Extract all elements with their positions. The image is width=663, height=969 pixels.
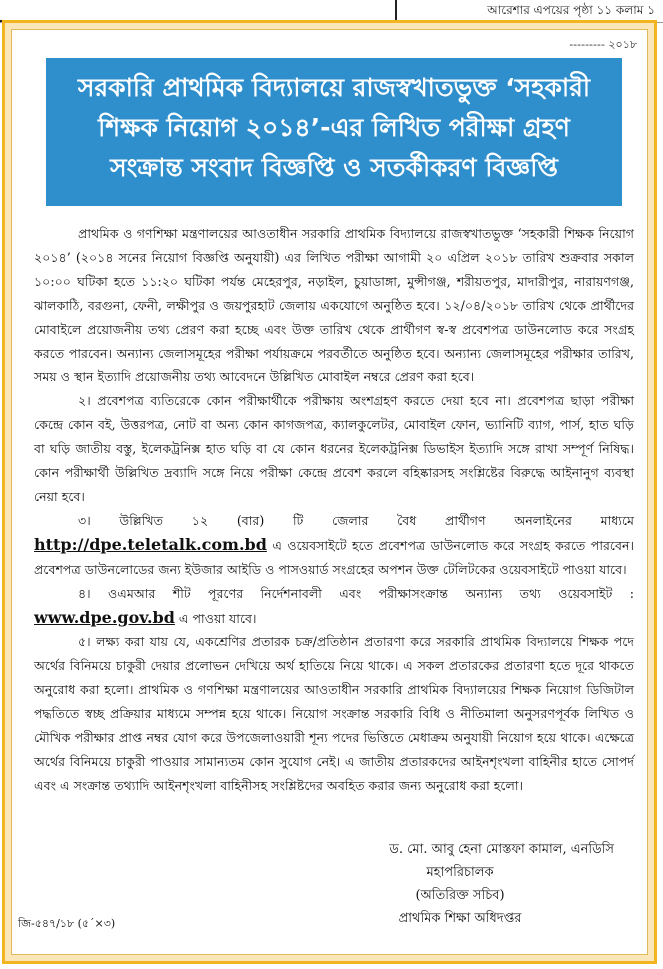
headline-line-2: শিক্ষক নিয়োগ ২০১৪’-এর লিখিত পরীক্ষা গ্রহণ (98, 113, 570, 142)
signature-block (300, 838, 620, 930)
paragraph-3-text-a: ৩। উল্লিখিত ১২ (বার) টি জেলার বৈধ প্রার্থীগণ অনলাইনের মাধ্যমে (78, 512, 634, 528)
signatory-office: প্রাথমিক শিক্ষা অধিদপ্তর (398, 911, 522, 926)
notice-date: --------- ২০১৮ (569, 38, 637, 51)
adjacent-ad-border (0, 0, 397, 22)
paragraph-2: ২। প্রবেশপত্র ব্যতিরেকে কোন পরীক্ষার্থীকে পরীক্ষায় অংশগ্রহণ করতে দেয়া হবে না। প্রবেশপত্র ছাড়া পরীক্ষা কেন্দ্রে কোন বই, উত্তরপত্র, নোট বা অন্য কোন কাগজপত্র, ক্যালকুলেটর, মোবাইল ফোন, ভ্যানিটি ব্যাগ, পার্স, হাত ঘড়ি বা ঘড়ি জাতীয় বস্তু, ইলেকট্রনিক্স হাত ঘড়ি বা যে কোন ধরনের ইলেকট্রনিক্স ডিভাইস ইত্যাদি সঙ্গে রাখা সম্পূর্ণ নিষিদ্ধ। কোন পরীক্ষার্থী উল্লিখিত দ্রব্যাদি সঙ্গে নিয়ে পরীক্ষা কেন্দ্রে প্রবেশ করলে বহিষ্কারসহ সংশ্লিষ্টের বিরুদ্ধে আইনানুগ ব্যবস্থা নেয়া হবে। (34, 393, 634, 504)
notice-headline-box (46, 58, 622, 206)
signatory-name: ড. মো. আবু হেনা মোস্তফা কামাল, এনডিসি (389, 842, 614, 857)
signatory-subtitle: (অতিরিক্ত সচিব) (415, 888, 505, 903)
headline-line-3: সংক্রান্ত সংবাদ বিজ্ঞপ্তি ও সতর্কীকরণ বিজ্ঞপ্তি (110, 153, 558, 182)
notice-inner-panel (11, 29, 648, 955)
notice-frame (2, 20, 657, 964)
paragraph-1: প্রাথমিক ও গণশিক্ষা মন্ত্রণালয়ের আওতাধীন সরকারি প্রাথমিক বিদ্যালয়ে রাজস্বখাতভুক্ত ‘সহকারী শিক্ষক নিয়োগ ২০১৪’ (২০১৪ সনের নিয়োগ বিজ্ঞপ্তি অনুযায়ী) এর লিখিত পরীক্ষা আগামী ২০ এপ্রিল ২০১৮ তারিখ শুক্রবার সকাল ১০:০০ ঘটিকা হতে ১১:২০ ঘটিকা পর্যন্ত মেহেরপুর, নড়াইল, চুয়াডাঙ্গা, মুন্সীগঞ্জ, শরীয়তপুর, মাদারীপুর, নারায়ণগঞ্জ, ঝালকাঠি, বরগুনা, ফেনী, লক্ষীপুর ও জয়পুরহাট জেলায় একযোগে অনুষ্ঠিত হবে। ১২/০৪/২০১৮ তারিখ থেকে প্রার্থীদের মোবাইলে প্রয়োজনীয় তথ্য প্রেরণ করা হচ্ছে এবং উক্ত তারিখ থেকে প্রার্থীগণ স্ব-স্ব প্রবেশপত্র ডাউনলোড করে সংগ্রহ করতে পারবেন। অন্যান্য জেলাসমূহের পরীক্ষা পর্যায়ক্রমে পরবর্তীতে অনুষ্ঠিত হবে। অন্যান্য জেলাসমূহের পরীক্ষার তারিখ, সময় ও স্থান ইত্যাদি প্রয়োজনীয় তথ্য আবেদনে উল্লিখিত মোবাইল নম্বরে প্রেরণ করা হবে। (34, 226, 634, 385)
paragraph-4-text-b: এ পাওয়া যাবে। (178, 610, 257, 626)
headline-line-1: সরকারি প্রাথমিক বিদ্যালয়ে রাজস্বখাতভুক্ত ‘সহকারী (77, 73, 591, 102)
teletalk-url-link[interactable]: http://dpe.teletalk.com.bd (34, 534, 267, 554)
notice-body (34, 222, 634, 798)
paragraph-4 (34, 582, 634, 631)
paragraph-3-text-b: এ ওয়েবসাইটে হতে প্রবেশপত্র ডাউনলোড করে সংগ্রহ করতে পারবেন। প্রবেশপত্র ডাউনলোডের জন্য ইউজার আইডি ও পাসওয়ার্ড সংগ্রহের অপশন উক্ত টেলিটকের ওয়েবসাইটে পাওয়া যাবে। (34, 537, 634, 577)
dpe-url-link[interactable]: www.dpe.gov.bd (34, 607, 175, 627)
paragraph-5: ৫। লক্ষ্য করা যায় যে, একশ্রেণির প্রতারক চক্র/প্রতিষ্ঠান প্রতারণা করে সরকারি প্রাথমিক বিদ্যালয়ে শিক্ষক পদে অর্থের বিনিময়ে চাকুরী দেয়ার প্রলোভন দেখিয়ে অর্থ হাতিয়ে নিয়ে থাকে। এ সকল প্রতারকের প্রতারণা হতে দূরে থাকতে অনুরোধ করা হলো। প্রাথমিক ও গণশিক্ষা মন্ত্রণালয়ের আওতাধীন সরকারি প্রাথমিক বিদ্যালয়ের শিক্ষক নিয়োগ ডিজিটাল পদ্ধতিতে স্বচ্ছ প্রক্রিয়ার মাধ্যমে সম্পন্ন হয়ে থাকে। নিয়োগ সংক্রান্ত সরকারি বিধি ও নীতিমালা অনুসরণপূর্বক লিখিত ও মৌখিক পরীক্ষার প্রাপ্ত নম্বর যোগ করে উপজেলাওয়ারী শূন্য পদের ভিত্তিতে মেধাক্রম অনুযায়ী নিয়োগ হয়ে থাকে। এক্ষেত্রে অর্থের বিনিময়ে চাকুরী পাওয়ার সামান্যতম কোন সুযোগ নেই। এ জাতীয় প্রতারকদের আইনশৃংখলা বাহিনীর হাতে সোপর্দ এবং এ সংক্রান্ত তথ্যাদি আইনশৃংখলা বাহিনীসহ সংশ্লিষ্টদের অবহিত করার জন্য অনুরোধ করা হলো। (34, 634, 634, 793)
reference-code: জি-৫৪৭/১৮ (৫´×৩) (18, 917, 116, 930)
paragraph-4-text-a: ৪। ওএমআর শীট পূরণের নির্দেশনাবলী এবং পরীক্ষাসংক্রান্ত অন্যান্য তথ্য ওয়েবসাইট : (78, 585, 634, 601)
page-placement-text: আরেশার এপয়ের পৃষ্ঠা ১১ কলাম ১ (487, 3, 655, 17)
paragraph-3 (34, 509, 634, 582)
signatory-title: মহাপরিচালক (426, 865, 494, 880)
